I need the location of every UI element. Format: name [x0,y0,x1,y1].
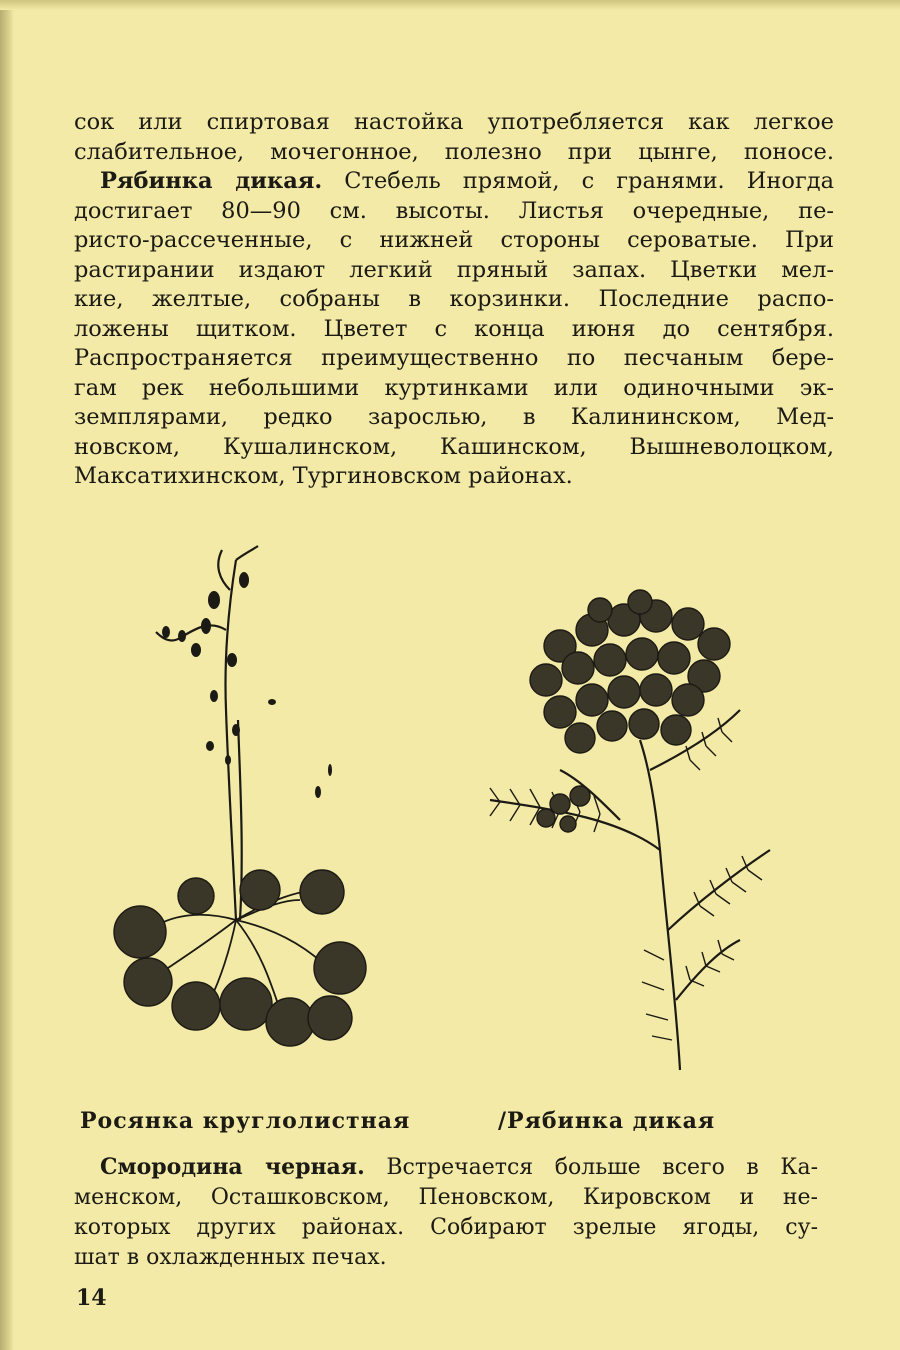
text-line: растирании издают легкий пряный запах. Цветки мел- [74,256,834,283]
term-ryabinka: Рябинка дикая. [100,168,323,194]
tansy-leaflets [490,718,762,1040]
text-line: Максатихинском, Тургиновском районах. [74,463,573,489]
caption-sundew: Росянка круглолистная [80,1108,411,1134]
text-line: ложены щитком. Цветет с конца июня до сентября. [74,315,834,342]
plant-illustrations [0,520,900,1100]
text-line: гам рек небольшими куртинками или одиночными эк- [74,374,834,401]
sundew-drawing [114,546,366,1046]
text-line-heading [74,167,834,197]
text-line: достигает 80—90 см. высоты. Листья очередные, пе- [74,197,834,224]
text-line: шат в охлажденных печах. [74,1245,387,1270]
text-line-heading [74,1152,818,1183]
text-line: слабительное, мочегонное, полезно при цынге, поносе. [74,138,834,165]
text-line: ристо-рассеченные, с нижней стороны сероватые. При [74,227,834,253]
text-line: земплярами, редко зарослью, в Калининском, Мед- [74,404,834,430]
term-ryabinka-rest: Стебель прямой, с гранями. Иногда [322,168,834,194]
page-top-edge [0,0,900,10]
bottom-paragraph [74,1152,818,1273]
text-line: новском, Кушалинском, Кашинском, Вышневолоцком, [74,433,834,460]
term-smorodina-rest: Встречается больше всего в Ка- [364,1155,819,1180]
tansy-flower-heads [530,590,730,832]
page-number: 14 [76,1285,107,1311]
text-line: которых других районах. Собирают зрелые ягоды, су- [74,1215,818,1240]
text-line: сок или спиртовая настойка употребляется как легкое [74,109,834,135]
tansy-drawing [490,590,770,1070]
caption-tansy: /Рябинка дикая [498,1108,716,1134]
text-line: Распространяется преимущественно по песчаным бере- [74,345,834,371]
text-line: менском, Осташковском, Пеновском, Кировском и не- [74,1185,818,1210]
top-paragraph [74,108,834,492]
term-smorodina: Смородина черная. [100,1154,365,1180]
text-line: кие, желтые, собраны в корзинки. Последние распо- [74,286,834,312]
